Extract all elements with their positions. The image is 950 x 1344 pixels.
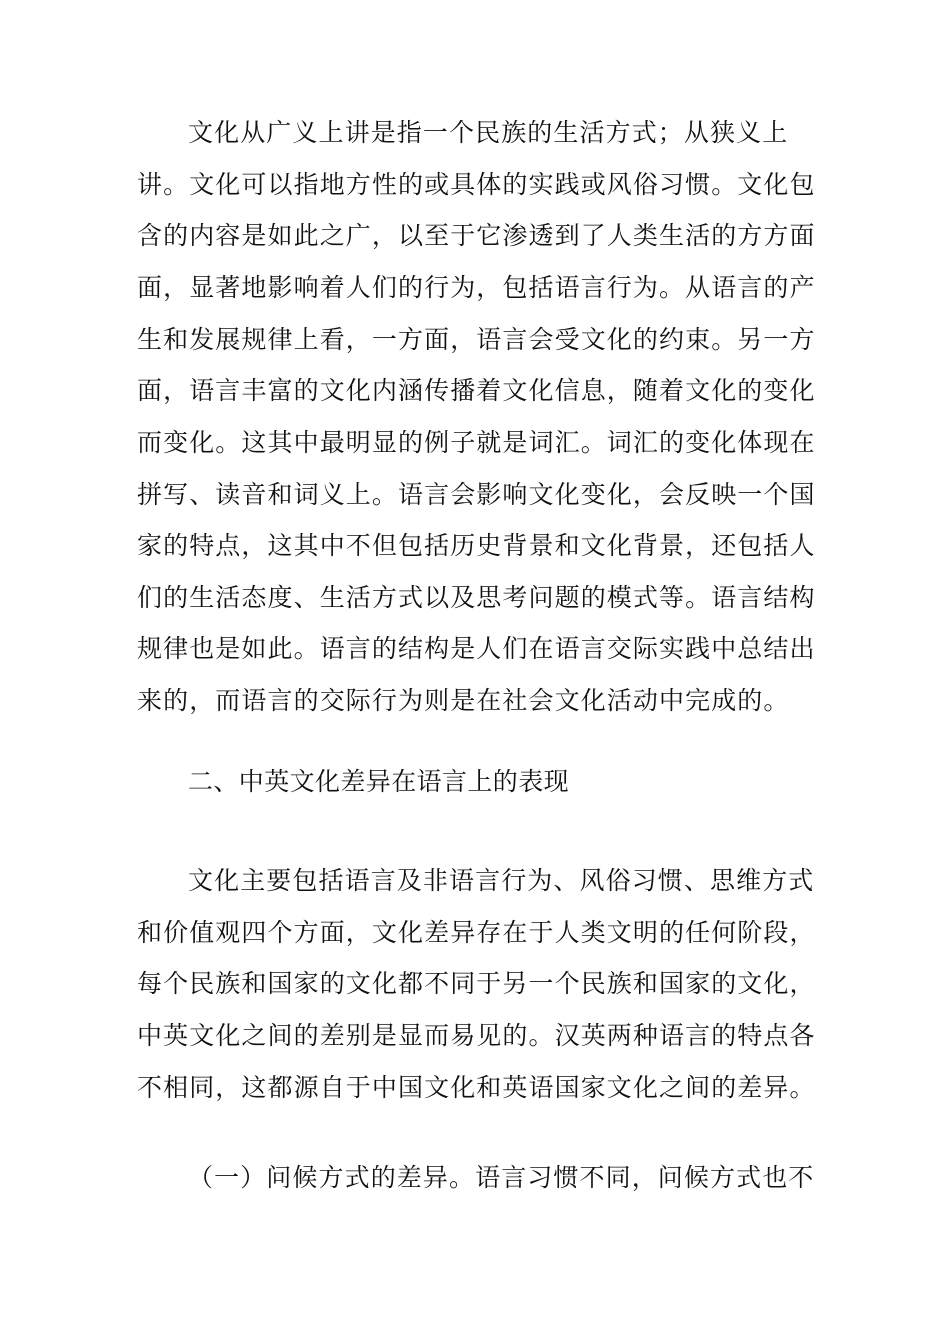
section-heading: 二、中英文化差异在语言上的表现 bbox=[188, 767, 570, 796]
paragraph-line: 每个民族和国家的文化都不同于另一个民族和国家的文化， bbox=[137, 969, 816, 998]
paragraph-line: 家的特点，这其中不但包括历史背景和文化背景，还包括人 bbox=[137, 531, 816, 560]
paragraph-line: 面，语言丰富的文化内涵传播着文化信息，随着文化的变化 bbox=[137, 376, 816, 405]
paragraph-line: 来的，而语言的交际行为则是在社会文化活动中完成的。 bbox=[137, 686, 790, 715]
paragraph-line: 讲。文化可以指地方性的或具体的实践或风俗习惯。文化包 bbox=[137, 170, 816, 199]
subsection-paragraph: （一）问候方式的差异。语言习惯不同，问候方式也不 bbox=[188, 1163, 815, 1192]
paragraph-line: 们的生活态度、生活方式以及思考问题的模式等。语言结构 bbox=[137, 583, 816, 612]
paragraph-line: 不相同，这都源自于中国文化和英语国家文化之间的差异。 bbox=[137, 1073, 816, 1102]
paragraph-line: 中英文化之间的差别是显而易见的。汉英两种语言的特点各 bbox=[137, 1021, 816, 1050]
paragraph-line: 生和发展规律上看，一方面，语言会受文化的约束。另一方 bbox=[137, 325, 816, 354]
paragraph-line: 文化从广义上讲是指一个民族的生活方式；从狭义上 bbox=[188, 118, 789, 147]
paragraph-line: 拼写、读音和词义上。语言会影响文化变化，会反映一个国 bbox=[137, 480, 816, 509]
paragraph-line: 规律也是如此。语言的结构是人们在语言交际实践中总结出 bbox=[137, 634, 816, 663]
paragraph-line: 面，显著地影响着人们的行为，包括语言行为。从语言的产 bbox=[137, 273, 816, 302]
paragraph-line: 和价值观四个方面，文化差异存在于人类文明的任何阶段， bbox=[137, 918, 816, 947]
paragraph-line: 文化主要包括语言及非语言行为、风俗习惯、思维方式 bbox=[188, 866, 815, 895]
paragraph-line: 而变化。这其中最明显的例子就是词汇。词汇的变化体现在 bbox=[137, 428, 816, 457]
paragraph-line: 含的内容是如此之广，以至于它渗透到了人类生活的方方面 bbox=[137, 221, 816, 250]
